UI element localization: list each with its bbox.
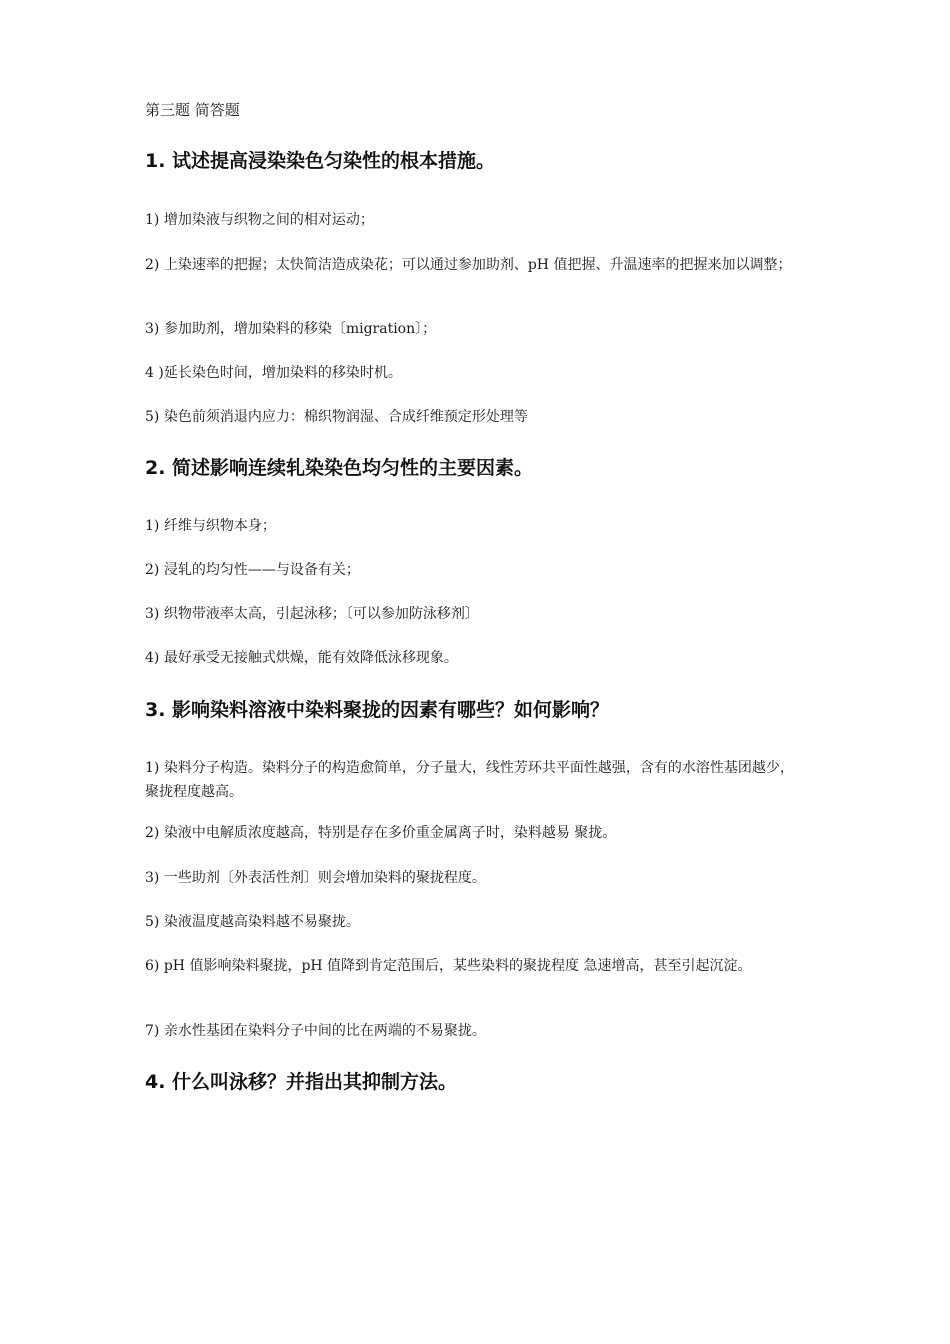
answer-item: 2) 上染速率的把握；太快简洁造成染花；可以通过参加助剂、pH 值把握、升温速率的把握来加以调整； <box>145 257 792 273</box>
answer-item: 7) 亲水性基团在染料分子中间的比在两端的不易聚拢。 <box>145 1023 486 1039</box>
answer-item: 1) 纤维与织物本身； <box>145 518 276 534</box>
answer-item: 3) 一些助剂〔外表活性剂〕则会增加染料的聚拢程度。 <box>145 870 486 886</box>
answer-item: 4 )延长染色时间，增加染料的移染时机。 <box>145 365 402 381</box>
answer-item: 1) 染料分子构造。染料分子的构造愈简单，分子量大，线性芳环共平面性越强，含有的水溶性基团越少，聚拢程度越高。 <box>145 760 794 800</box>
answer-item: 5) 染色前须消退内应力：棉织物润湿、合成纤维预定形处理等 <box>145 409 528 425</box>
answer-item: 2) 浸轧的均匀性——与设备有关； <box>145 562 360 578</box>
answer-item: 1) 增加染液与织物之间的相对运动； <box>145 212 374 228</box>
question-2-heading: 2. 简述影响连续轧染染色均匀性的主要因素。 <box>145 457 534 479</box>
answer-item: 5) 染液温度越高染料越不易聚拢。 <box>145 914 360 930</box>
question-3-heading: 3. 影响染料溶液中染料聚拢的因素有哪些？如何影响？ <box>145 699 610 721</box>
answer-item: 4) 最好承受无接触式烘燥，能有效降低泳移现象。 <box>145 650 458 666</box>
answer-item: 6) pH 值影响染料聚拢，pH 值降到肯定范围后，某些染料的聚拢程度 急速增高，甚至引起沉淀。 <box>145 958 752 974</box>
answer-item: 3) 参加助剂，增加染料的移染〔migration〕； <box>145 321 437 337</box>
question-4-heading: 4. 什么叫泳移？并指出其抑制方法。 <box>145 1071 458 1093</box>
answer-item: 3) 织物带液率太高，引起泳移；〔可以参加防泳移剂〕 <box>145 606 479 622</box>
question-1-heading: 1. 试述提高浸染染色匀染性的根本措施。 <box>145 150 496 172</box>
answer-item: 2) 染液中电解质浓度越高，特别是存在多价重金属离子时，染料越易 聚拢。 <box>145 825 617 841</box>
section-intro: 第三题 简答题 <box>145 101 240 119</box>
